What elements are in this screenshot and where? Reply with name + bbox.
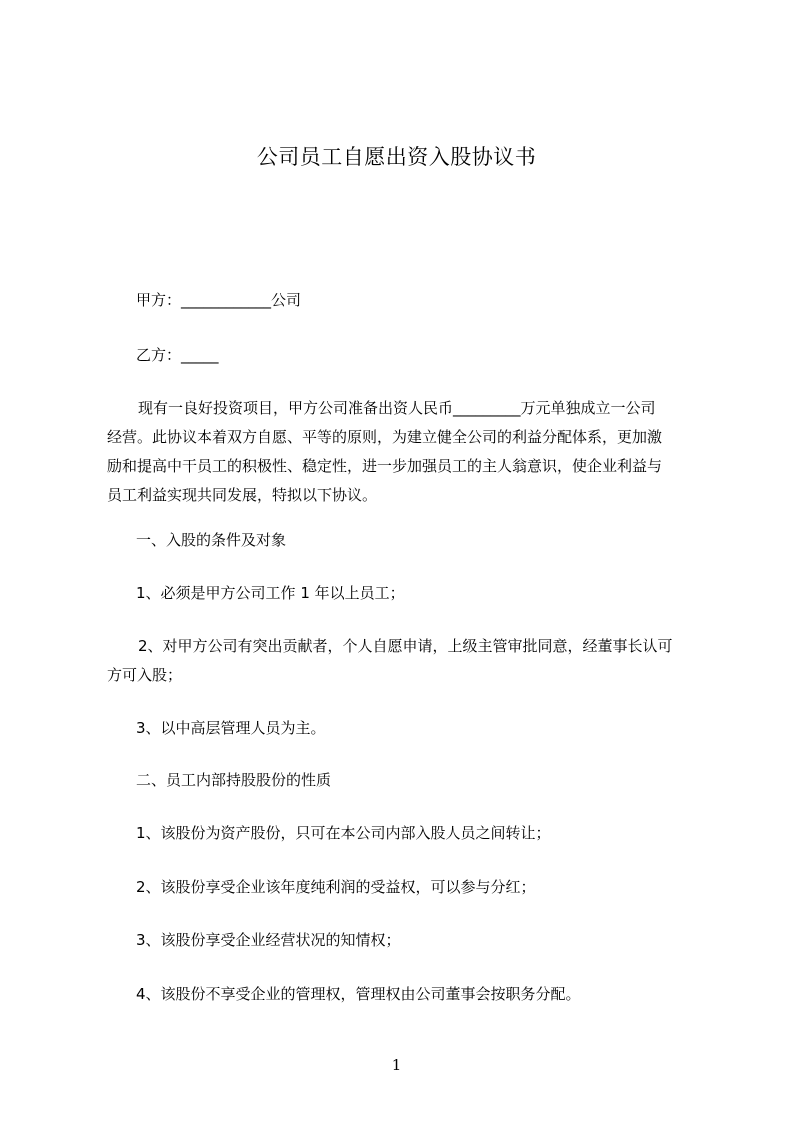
section-one-item-2 xyxy=(107,632,707,690)
section-two-item-3: 3、该股份享受企业经营状况的知情权； xyxy=(136,931,401,949)
page-number: 1 xyxy=(391,1056,402,1074)
party-b-line: 乙方：_____ xyxy=(136,346,219,364)
intro-line: 经营。此协议本着双方自愿、平等的原则，为建立健全公司的利益分配体系，更加激 xyxy=(107,428,663,446)
section-two-item-2: 2、该股份享受企业该年度纯利润的受益权，可以参与分红； xyxy=(136,878,536,896)
section-two-item-1: 1、该股份为资产股份，只可在本公司内部入股人员之间转让； xyxy=(136,824,551,842)
section-two-heading: 二、员工内部持股股份的性质 xyxy=(136,771,332,789)
intro-paragraph xyxy=(107,394,707,510)
section-one-item-2-line: 方可入股； xyxy=(107,666,183,684)
section-one-item-3: 3、以中高层管理人员为主。 xyxy=(136,719,326,737)
intro-line: 员工利益实现共同发展，特拟以下协议。 xyxy=(107,486,378,504)
section-one-item-1: 1、必须是甲方公司工作 1 年以上员工； xyxy=(136,584,405,602)
intro-line: 励和提高中干员工的积极性、稳定性，进一步加强员工的主人翁意识，使企业利益与 xyxy=(107,457,663,475)
section-one-heading: 一、入股的条件及对象 xyxy=(136,531,287,549)
intro-line: 现有一良好投资项目，甲方公司准备出资人民币_________万元单独成立一公司 xyxy=(138,399,656,417)
party-a-line: 甲方：____________公司 xyxy=(136,291,302,309)
document-title: 公司员工自愿出资入股协议书 xyxy=(256,145,537,169)
section-two-item-4: 4、该股份不享受企业的管理权，管理权由公司董事会按职务分配。 xyxy=(136,985,581,1003)
section-one-item-2-line: 2、对甲方公司有突出贡献者，个人自愿申请，上级主管审批同意，经董事长认可 xyxy=(138,637,673,655)
